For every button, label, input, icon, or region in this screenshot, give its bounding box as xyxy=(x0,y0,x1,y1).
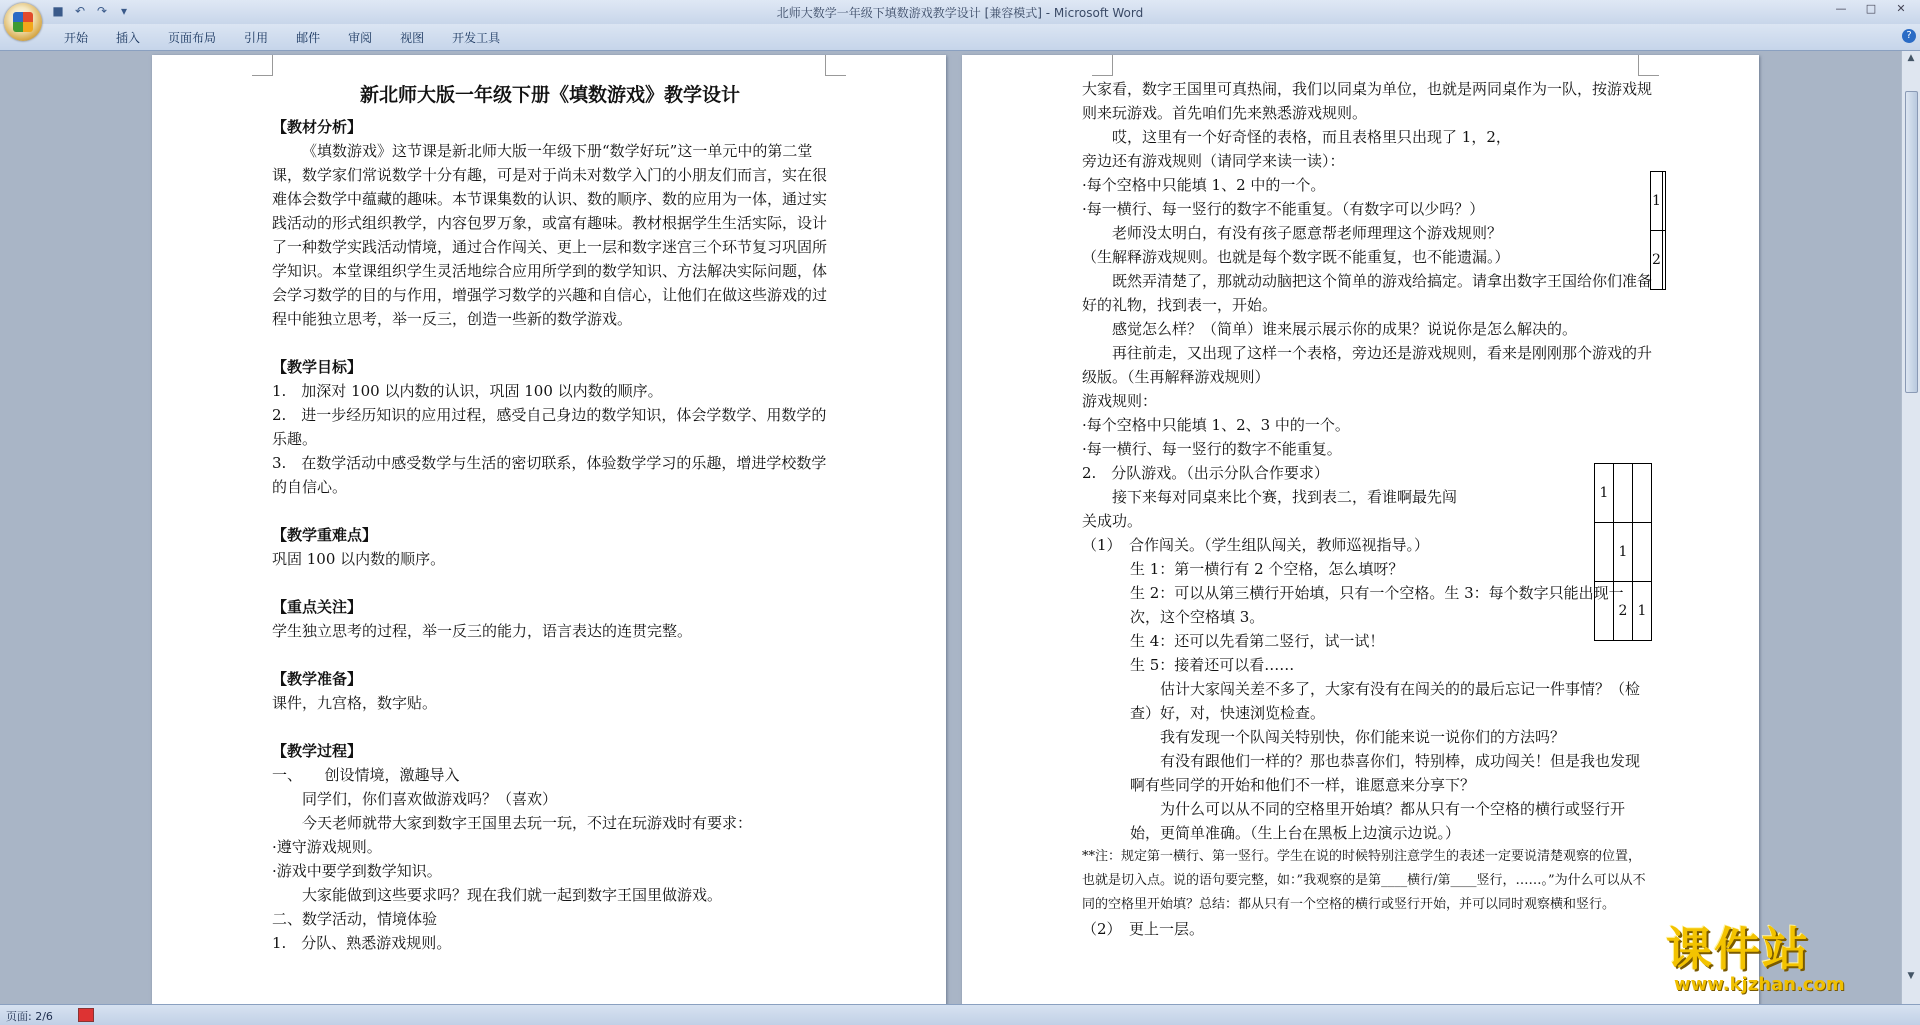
paragraph: 1. 加深对 100 以内数的认识，巩固 100 以内数的顺序。 xyxy=(272,382,663,400)
paragraph: ·每个空格中只能填 1、2、3 中的一个。 xyxy=(1082,416,1350,434)
paragraph: 估计大家闯关差不多了，大家有没有在闯关的的最后忘记一件事情？（检查）好，对，快速浏览检查。 xyxy=(1130,680,1641,722)
paragraph: **注：规定第一横行、第一竖行。学生在说的时候特别注意学生的表述一定要说清楚观察的位置，也就是切入点。说的语句要完整，如：”我观察的是第____横行/第____竖行，……。”为什么可以从不同的空格里开始填？总结：都从只有一个空格的横行或竖行开始，并可以同时观察横和竖行。 xyxy=(1082,849,1646,912)
customize-qat-icon[interactable]: ▾ xyxy=(120,4,128,18)
ribbon-tab[interactable]: 插入 xyxy=(116,31,141,45)
maximize-icon[interactable]: □ xyxy=(1865,2,1877,15)
grid-cell xyxy=(1595,582,1614,641)
grid-cell: 1 xyxy=(1651,172,1663,231)
section-heading: 【教材分析】 xyxy=(272,118,363,136)
grid-cell: 2 xyxy=(1614,582,1633,641)
left-page-body[interactable] xyxy=(272,77,828,955)
grid-cell: 1 xyxy=(1633,582,1652,641)
grid-cell xyxy=(1662,231,1665,290)
close-icon[interactable]: ✕ xyxy=(1896,2,1906,15)
vertical-scrollbar[interactable] xyxy=(1901,51,1920,1005)
paragraph: 哎，这里有一个好奇怪的表格，而且表格里只出现了 1，2，旁边还有游戏规则（请同学来读一读）： xyxy=(1082,128,1511,170)
paragraph: 《填数游戏》这节课是新北师大版一年级下册“数学好玩”这一单元中的第二堂课，数学家们常说数学十分有趣，可是对于尚未对数学入门的小朋友们而言，实在很难体会数学中蕴藏的趣味。本节课集数的认识、数的顺序、数的应用为一体，通过实践活动的形式组织教学，内容包罗万象，或富有趣味。教材根据学生生活实际，设计了一种数学实践活动情境，通过合作闯关、更上一层和数字迷宫三个环节复习巩固所学知识。本堂课组织学生灵活地综合应用所学到的数学知识、方法解决实际问题，体会学习数学的目的与作用，增强学习数学的兴趣和自信心，让他们在做这些游戏的过程中能独立思考，举一反三，创造一些新的数学游戏。 xyxy=(272,142,828,328)
scroll-up-icon[interactable]: ▲ xyxy=(1907,53,1915,63)
paragraph: 再往前走，又出现了这样一个表格，旁边还是游戏规则，看来是刚刚那个游戏的升级版。（生再解释游戏规则） xyxy=(1082,344,1653,386)
paragraph: 巩固 100 以内数的顺序。 xyxy=(272,550,446,568)
section-heading: 【教学准备】 xyxy=(272,670,363,688)
margin-corner xyxy=(825,55,846,76)
paragraph: 接下来每对同桌来比个赛，找到表二，看谁啊最先闯关成功。 xyxy=(1082,488,1458,530)
section-heading: 【教学重难点】 xyxy=(272,526,378,544)
paragraph: 1. 分队、熟悉游戏规则。 xyxy=(272,934,452,952)
section-heading: 【教学目标】 xyxy=(272,358,363,376)
paragraph: 老师没太明白，有没有孩子愿意帮老师理理这个游戏规则？（生解释游戏规则。也就是每个数字既不能重复，也不能遗漏。） xyxy=(1082,224,1510,266)
paragraph xyxy=(272,571,828,595)
paragraph: 感觉怎么样？（简单）谁来展示展示你的成果？说说你是怎么解决的。 xyxy=(1112,320,1578,338)
status-bar xyxy=(0,1004,1920,1025)
paragraph: 生 4：还可以先看第二竖行，试一试！ xyxy=(1130,632,1385,650)
ribbon-tab[interactable]: 邮件 xyxy=(296,31,321,45)
margin-corner xyxy=(1092,55,1113,76)
margin-corner xyxy=(1638,55,1659,76)
document-area xyxy=(0,51,1902,1005)
paragraph: 游戏规则： xyxy=(1082,392,1158,410)
paragraph xyxy=(272,643,828,667)
grid-cell xyxy=(1662,172,1665,231)
paragraph: 有没有跟他们一样的？那也恭喜你们，特别棒，成功闯关！但是我也发现啊有些同学的开始和他们不一样，谁愿意来分享下？ xyxy=(1130,752,1641,794)
watermark-logo xyxy=(1666,923,1898,995)
section-heading: 【重点关注】 xyxy=(272,598,363,616)
document-title: 新北师大版一年级下册《填数游戏》教学设计 xyxy=(359,84,740,106)
paragraph: 学生独立思考的过程，举一反三的能力，语言表达的连贯完整。 xyxy=(272,622,693,640)
ribbon-tabs xyxy=(50,29,514,46)
paragraph: （1） 合作闯关。（学生组队闯关，教师巡视指导。） xyxy=(1082,536,1430,554)
ribbon-tab[interactable]: 视图 xyxy=(400,31,425,45)
paragraph: 2. 进一步经历知识的应用过程，感受自己身边的数学知识，体会学数学、用数学的乐趣。 xyxy=(272,406,827,448)
paragraph: ·遵守游戏规则。 xyxy=(272,838,382,856)
paragraph: 2. 分队游戏。（出示分队合作要求） xyxy=(1082,464,1329,482)
right-page-body[interactable] xyxy=(1082,77,1661,941)
office-logo-icon xyxy=(13,12,33,32)
page-left xyxy=(152,55,946,1005)
paragraph: 为什么可以从不同的空格里开始填？都从只有一个空格的横行或竖行开始，更简单准确。（生上台在黑板上边演示边说。） xyxy=(1130,800,1626,842)
paragraph: 大家能做到这些要求吗？现在我们就一起到数字王国里做游戏。 xyxy=(302,886,723,904)
number-grid-3x3 xyxy=(1594,463,1652,641)
paragraph: ·每一横行、每一竖行的数字不能重复。 xyxy=(1082,440,1342,458)
save-icon[interactable]: ■ xyxy=(52,4,64,18)
ribbon-tab[interactable]: 开发工具 xyxy=(452,31,501,45)
page-right xyxy=(962,55,1759,1005)
page-indicator[interactable]: 页面: 2/6 xyxy=(6,1010,53,1023)
grid-cell xyxy=(1614,464,1633,523)
paragraph: ·每一横行、每一竖行的数字不能重复。（有数字可以少吗？） xyxy=(1082,200,1485,218)
window-controls xyxy=(1828,2,1914,18)
redo-icon[interactable]: ↷ xyxy=(96,4,108,18)
scroll-thumb[interactable] xyxy=(1905,91,1918,393)
paragraph: 同学们，你们喜欢做游戏吗？（喜欢） xyxy=(302,790,558,808)
grid-cell xyxy=(1595,523,1614,582)
paragraph: ·每个空格中只能填 1、2 中的一个。 xyxy=(1082,176,1326,194)
grid-cell xyxy=(1633,464,1652,523)
paragraph: 3. 在数学活动中感受数学与生活的密切联系，体验数学学习的乐趣，增进学校数学的自信心。 xyxy=(272,454,827,496)
scroll-down-icon[interactable]: ▼ xyxy=(1907,971,1915,981)
paragraph: 我有发现一个队闯关特别快，你们能来说一说你们的方法吗？ xyxy=(1160,728,1566,746)
ribbon-tab[interactable]: 审阅 xyxy=(348,31,373,45)
minimize-icon[interactable]: — xyxy=(1835,2,1847,15)
paragraph: 一、 创设情境，激趣导入 xyxy=(272,766,460,784)
undo-icon[interactable]: ↶ xyxy=(74,4,86,18)
paragraph xyxy=(272,331,828,355)
margin-corner xyxy=(252,55,273,76)
section-heading: 【教学过程】 xyxy=(272,742,363,760)
window-title: 北师大数学一年级下填数游戏教学设计 [兼容模式] - Microsoft Word xyxy=(776,6,1144,20)
grid-cell xyxy=(1633,523,1652,582)
paragraph: （2） 更上一层。 xyxy=(1082,920,1205,938)
paragraph: ·游戏中要学到数学知识。 xyxy=(272,862,442,880)
paragraph: 大家看，数字王国里可真热闹，我们以同桌为单位，也就是两同桌作为一队，按游戏规则来玩游戏。首先咱们先来熟悉游戏规则。 xyxy=(1082,80,1653,122)
grid-cell: 2 xyxy=(1651,231,1663,290)
paragraph: 生 2：可以从第三横行开始填，只有一个空格。生 3：每个数字只能出现一次，这个空格填 3。 xyxy=(1130,584,1624,626)
ribbon-tab[interactable]: 开始 xyxy=(64,31,89,45)
help-icon[interactable]: ? xyxy=(1902,29,1916,43)
title-bar xyxy=(0,0,1920,24)
paragraph xyxy=(272,715,828,739)
paragraph: 既然弄清楚了，那就动动脑把这个简单的游戏给搞定。请拿出数字王国给你们准备好的礼物，找到表一，开始。 xyxy=(1082,272,1653,314)
paragraph: 生 5：接着还可以看…… xyxy=(1130,656,1295,674)
ribbon-tab[interactable]: 引用 xyxy=(244,31,269,45)
paragraph: 二、数学活动，情境体验 xyxy=(272,910,438,928)
ribbon-tab[interactable]: 页面布局 xyxy=(168,31,217,45)
grid-cell: 1 xyxy=(1595,464,1614,523)
paragraph: 课件，九宫格，数字贴。 xyxy=(272,694,438,712)
watermark-url: www.kjzhan.com xyxy=(1674,974,1845,995)
grid-cell: 1 xyxy=(1614,523,1633,582)
paragraph: 今天老师就带大家到数字王国里去玩一玩，不过在玩游戏时有要求： xyxy=(302,814,753,832)
paragraph: 生 1：第一横行有 2 个空格，怎么填呀？ xyxy=(1130,560,1404,578)
ribbon xyxy=(0,24,1920,51)
paragraph xyxy=(272,499,828,523)
watermark-brand: 课件站 xyxy=(1666,922,1810,976)
number-grid-2x2 xyxy=(1650,171,1666,290)
language-icon[interactable] xyxy=(78,1008,94,1022)
office-button[interactable] xyxy=(4,3,42,41)
